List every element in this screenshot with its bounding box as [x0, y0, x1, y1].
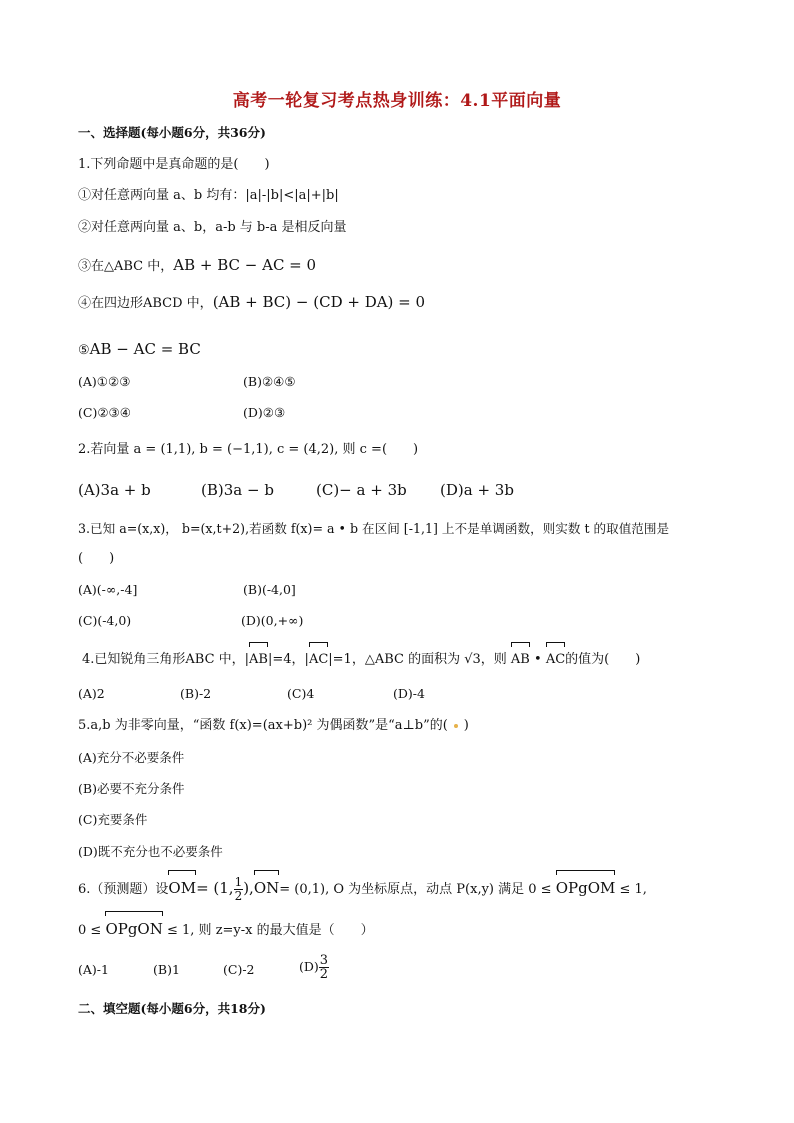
question-5-option-d: (D)既不充分也不必要条件	[78, 844, 223, 859]
q5-text: 5.a,b 为非零向量，“函数 f(x)=(ax+b)² 为偶函数”是“a⊥b”的(	[78, 718, 448, 733]
question-6-option-d	[299, 954, 329, 981]
question-4-option-a: (A)2	[78, 686, 105, 701]
q6-text-c: ),	[243, 879, 254, 897]
question-2-option-b: (B)3a − b	[201, 481, 274, 499]
question-3-option-d: (D)(0,+∞)	[241, 613, 304, 628]
question-2-option-a: (A)3a + b	[78, 481, 151, 499]
question-2-stem: 2.若向量 a = (1,1), b = (−1,1), c = (4,2), 则 c =( )	[78, 442, 419, 457]
statement-4-prefix: ④在四边形ABCD 中，	[78, 296, 213, 311]
question-1-stem: 1.下列命题中是真命题的是( )	[78, 157, 270, 172]
question-3-option-c: (C)(-4,0)	[78, 613, 132, 628]
statement-3-prefix: ③在△ABC 中，	[78, 259, 174, 274]
vector-ab: AB	[249, 651, 268, 669]
vector-ac: AC	[309, 651, 328, 669]
question-5-option-c: (C)充要条件	[78, 812, 148, 827]
vector-on: ON	[254, 879, 279, 897]
statement-5-expression: AB − AC = BC	[89, 340, 201, 358]
q4-text-a: 4.已知锐角三角形ABC 中，|	[82, 652, 250, 667]
question-1-statement-5	[78, 340, 201, 360]
vector-ac-2: AC	[546, 651, 565, 669]
question-3-stem: 3.已知 a=(x,x)， b=(x,t+2),若函数 f(x)= a • b 在区间 [-1,1] 上不是单调函数，则实数 t 的取值范围是	[78, 521, 670, 536]
question-2-option-c: (C)− a + 3b	[316, 481, 407, 499]
page-title: 高考一轮复习考点热身训练：4.1平面向量	[232, 91, 562, 111]
statement-5-prefix: ⑤	[78, 343, 90, 358]
question-1-statement-3	[78, 256, 316, 276]
fraction-numerator: 1	[234, 875, 243, 889]
question-6-option-c: (C)-2	[223, 962, 255, 977]
q6-text-d: = (0,1), O 为坐标原点，动点 P(x,y) 满足 0 ≤	[279, 882, 552, 897]
question-6-line-2	[78, 920, 374, 940]
question-3-option-a: (A)(-∞,-4]	[78, 582, 138, 597]
statement-4-expression: (AB + BC) − (CD + DA) = 0	[212, 293, 426, 311]
q6-text-e: ≤ 1,	[619, 882, 647, 897]
question-5-option-b: (B)必要不充分条件	[78, 781, 185, 796]
vector-ab-2: AB	[511, 651, 530, 669]
question-1-option-b: (B)②④⑤	[243, 374, 296, 389]
question-6-option-b: (B)1	[153, 962, 180, 977]
question-3-option-b: (B)(-4,0]	[243, 582, 296, 597]
question-4-option-d: (D)-4	[393, 686, 425, 701]
q6-option-d-prefix: (D)	[299, 959, 319, 974]
question-5-stem	[78, 717, 469, 735]
q6-text-b: = (1,	[196, 879, 234, 897]
question-1-statement-2: ②对任意两向量 a、b，a-b 与 b-a 是相反向量	[78, 220, 347, 235]
question-4-option-b: (B)-2	[180, 686, 212, 701]
question-1-option-a: (A)①②③	[78, 374, 131, 389]
q6-text-a: 6.（预测题）设	[78, 882, 169, 897]
vector-om: OM	[168, 879, 196, 897]
q6-line2-b: ≤ 1, 则 z=y-x 的最大值是（ ）	[167, 923, 374, 938]
section-heading-choice: 一、选择题(每小题6分，共36分)	[78, 125, 266, 140]
q4-text-c: |=1，△ABC 的面积为 √3，则	[328, 652, 507, 667]
question-5-option-a: (A)充分不必要条件	[78, 750, 185, 765]
question-1-option-d: (D)②③	[243, 405, 286, 420]
question-6-stem	[78, 876, 647, 903]
question-1-option-c: (C)②③④	[78, 405, 131, 420]
fraction-denominator: 2	[234, 889, 243, 903]
q4-text-b: |=4，|	[268, 652, 309, 667]
vector-op-om: OPgOM	[556, 879, 616, 897]
question-1-statement-4	[78, 293, 425, 313]
question-3-paren: ( )	[78, 551, 115, 566]
vector-op-on: OPgON	[105, 920, 162, 938]
q5-text-end: )	[463, 718, 469, 733]
statement-3-expression: AB + BC − AC = 0	[173, 256, 317, 274]
question-4-stem: 4.已知锐角三角形ABC 中，| AB|=4，| AC|=1，△ABC 的面积为 √3，则 AB • AC的值为( )	[82, 651, 640, 669]
section-heading-fill-in: 二、填空题(每小题6分，共18分)	[78, 1001, 266, 1016]
question-4-option-c: (C)4	[287, 686, 315, 701]
fraction-one-half	[234, 876, 244, 903]
fraction-numerator: 3	[319, 953, 329, 968]
q4-text-d: 的值为( )	[565, 652, 641, 667]
fraction-three-halves	[319, 954, 329, 981]
answer-blank-mark	[454, 724, 458, 728]
question-2-option-d: (D)a + 3b	[440, 481, 514, 499]
q6-line2-a: 0 ≤	[78, 923, 102, 938]
question-6-option-a: (A)-1	[78, 962, 109, 977]
question-1-statement-1: ①对任意两向量 a、b 均有：|a|-|b|<|a|+|b|	[78, 188, 339, 203]
fraction-denominator: 2	[319, 967, 329, 982]
